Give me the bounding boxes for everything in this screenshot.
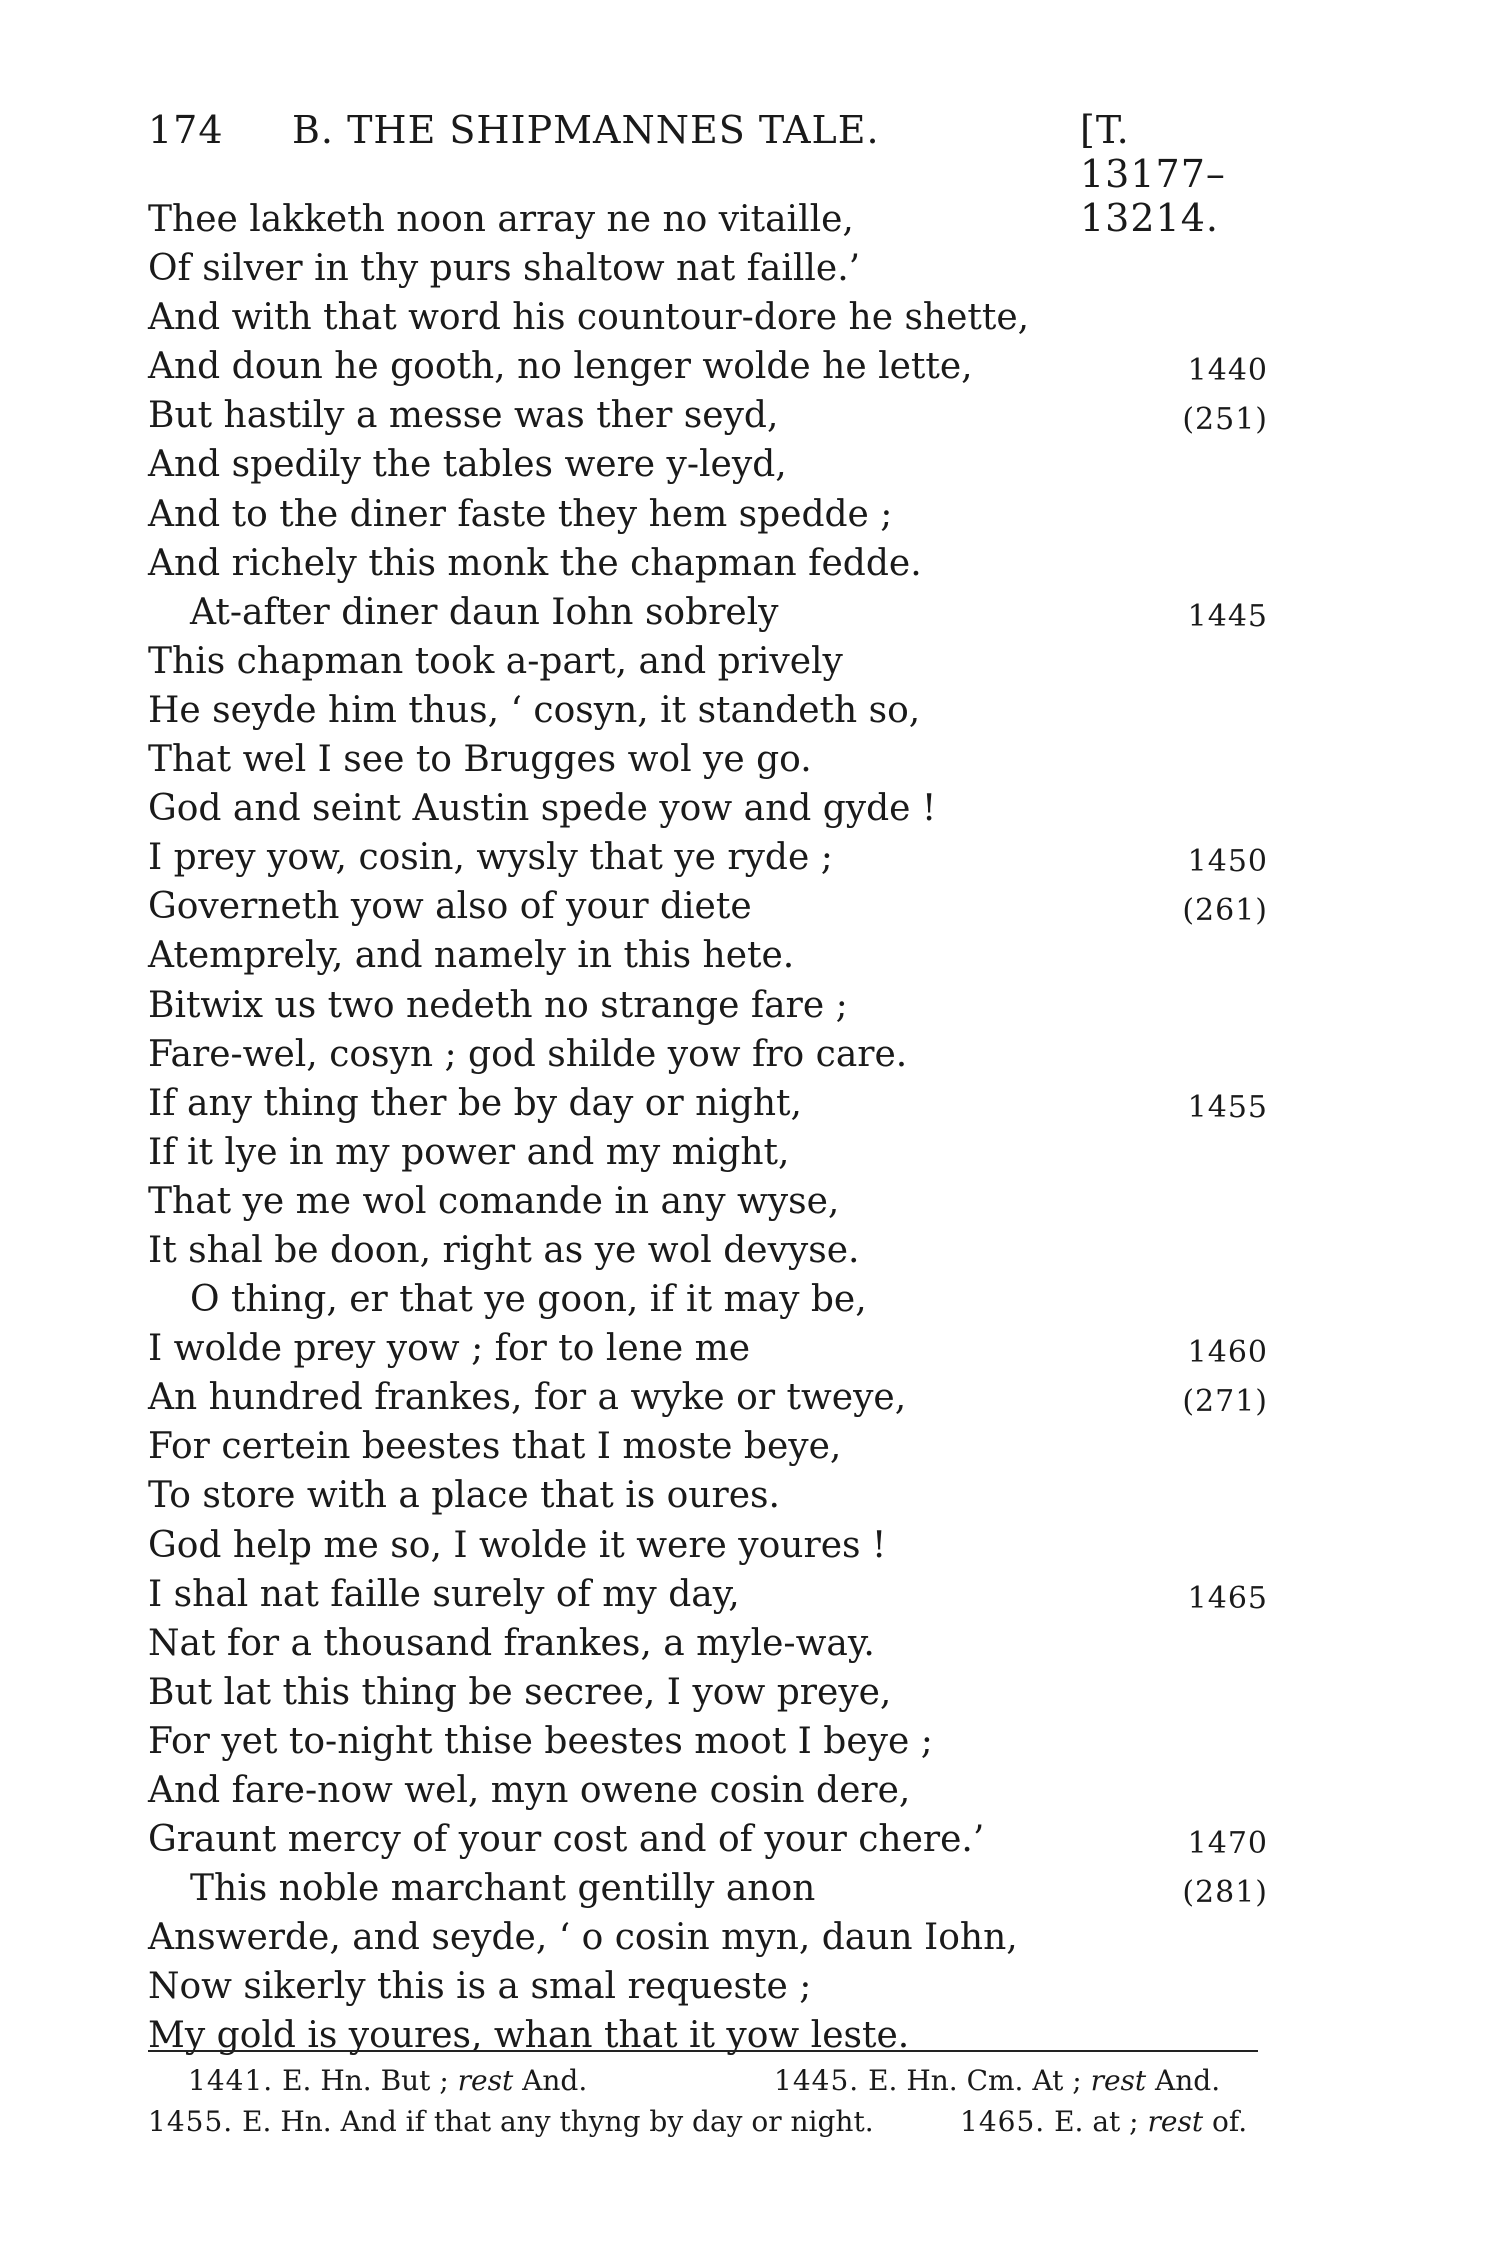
poem-line-text: If any thing ther be by day or night, <box>148 1082 802 1124</box>
line-number: 1445 <box>1187 598 1268 634</box>
poem-line <box>148 244 1268 293</box>
page-number: 174 <box>148 108 224 152</box>
poem-line-text: For yet to-night thise beestes moot I beye ; <box>148 1720 933 1762</box>
poem-line <box>148 1324 1268 1373</box>
poem-line-text: And doun he gooth, no lenger wolde he lette, <box>148 346 973 388</box>
poem-line <box>148 735 1268 784</box>
poem-line-text: I prey yow, cosin, wysly that ye ryde ; <box>148 837 833 879</box>
line-number: 1470 <box>1187 1826 1268 1862</box>
poem-line <box>148 391 1268 440</box>
poem-line <box>148 1275 1268 1324</box>
poem-line-text: And fare-now wel, myn owene cosin dere, <box>148 1770 911 1811</box>
poem-line <box>148 931 1268 980</box>
footnote: 1445. E. Hn. Cm. At ; rest And. <box>774 2064 1221 2097</box>
poem-line <box>148 1570 1268 1619</box>
poem-line <box>148 1815 1268 1864</box>
poem-text <box>148 195 1268 2061</box>
poem-line <box>148 1717 1268 1766</box>
poem-line-text: It shal be doon, right as ye wol devyse. <box>148 1229 860 1271</box>
poem-line <box>148 882 1268 931</box>
poem-line <box>148 342 1268 391</box>
poem-line <box>148 1226 1268 1275</box>
poem-line-text: But hastily a messe was ther seyd, <box>148 395 779 437</box>
footnote: 1455. E. Hn. And if that any thyng by day or night. <box>148 2105 874 2138</box>
poem-line-text: I wolde prey yow ; for to lene me <box>148 1328 751 1370</box>
poem-line-text: Atemprely, and namely in this hete. <box>148 935 795 977</box>
poem-line-text: And with that word his countour-dore he shette, <box>148 297 1030 339</box>
poem-line-text: Thee lakketh noon array ne no vitaille, <box>148 199 854 240</box>
line-number: 1440 <box>1187 353 1268 389</box>
poem-line-text: Of silver in thy purs shaltow nat faille.’ <box>148 248 861 290</box>
poem-line <box>148 784 1268 833</box>
poem-line <box>148 1913 1268 1962</box>
poem-line-text: At-after diner daun Iohn sobrely <box>190 591 779 633</box>
line-number: 1465 <box>1187 1580 1268 1616</box>
poem-line <box>148 588 1268 637</box>
poem-line <box>148 981 1268 1030</box>
poem-line <box>148 1177 1268 1226</box>
line-number: (251) <box>1182 402 1268 438</box>
poem-line <box>148 1079 1268 1128</box>
line-number: 1455 <box>1187 1089 1268 1125</box>
footnote: 1441. E. Hn. But ; rest And. <box>188 2064 588 2097</box>
poem-line-text: And richely this monk the chapman fedde. <box>148 542 922 584</box>
poem-line <box>148 1864 1268 1913</box>
poem-line <box>148 637 1268 686</box>
poem-line <box>148 539 1268 588</box>
poem-line-text: And spedily the tables were y-leyd, <box>148 444 787 486</box>
poem-line-text: If it lye in my power and my might, <box>148 1131 790 1173</box>
line-number: (261) <box>1182 893 1268 929</box>
footnote: 1465. E. at ; rest of. <box>960 2105 1248 2138</box>
poem-line <box>148 1521 1268 1570</box>
poem-line-text: But lat this thing be secree, I yow preye, <box>148 1671 892 1713</box>
poem-line-text: God and seint Austin spede yow and gyde ! <box>148 788 937 830</box>
poem-line <box>148 1128 1268 1177</box>
poem-line <box>148 293 1268 342</box>
poem-line <box>148 833 1268 882</box>
poem-line-text: O thing, er that ye goon, if it may be, <box>190 1279 867 1321</box>
poem-line-text: Fare-wel, cosyn ; god shilde yow fro care. <box>148 1033 908 1075</box>
poem-line-text: An hundred frankes, for a wyke or tweye, <box>148 1377 907 1419</box>
poem-line-text: This noble marchant gentilly anon <box>190 1868 816 1910</box>
poem-line <box>148 1422 1268 1471</box>
section-title: B. THE SHIPMANNES TALE. <box>292 108 880 152</box>
poem-line-text: That ye me wol comande in any wyse, <box>148 1180 840 1222</box>
poem-line <box>148 1962 1268 2011</box>
line-number: (271) <box>1182 1384 1268 1420</box>
poem-line-text: Governeth yow also of your diete <box>148 886 752 928</box>
poem-line-text: Bitwix us two nedeth no strange fare ; <box>148 984 848 1026</box>
poem-line-text: Nat for a thousand frankes, a myle-way. <box>148 1622 875 1664</box>
poem-line-text: That wel I see to Brugges wol ye go. <box>148 739 812 781</box>
poem-line-text: My gold is youres, whan that it yow leste. <box>148 2015 910 2057</box>
poem-line <box>148 2011 1268 2060</box>
poem-line <box>148 686 1268 735</box>
poem-line-text: I shal nat faille surely of my day, <box>148 1573 740 1615</box>
poem-line-text: Graunt mercy of your cost and of your chere.’ <box>148 1819 985 1861</box>
poem-line <box>148 1030 1268 1079</box>
poem-line <box>148 1619 1268 1668</box>
poem-line <box>148 1668 1268 1717</box>
poem-line-text: Answerde, and seyde, ‘ o cosin myn, daun Iohn, <box>148 1917 1018 1959</box>
poem-line <box>148 440 1268 489</box>
line-number: (281) <box>1182 1875 1268 1911</box>
poem-line <box>148 1766 1268 1815</box>
poem-line-text: For certein beestes that I moste beye, <box>148 1426 842 1468</box>
line-reference: [T. 13177–13214. <box>1080 108 1226 240</box>
poem-line <box>148 1373 1268 1422</box>
poem-line-text: He seyde him thus, ‘ cosyn, it standeth so, <box>148 689 921 731</box>
poem-line-text: And to the diner faste they hem spedde ; <box>148 493 893 535</box>
poem-line <box>148 1471 1268 1520</box>
footnote-rule <box>148 2050 1258 2052</box>
poem-line <box>148 195 1268 244</box>
poem-line-text: This chapman took a-part, and prively <box>148 640 843 682</box>
poem-line-text: Now sikerly this is a smal requeste ; <box>148 1966 812 2008</box>
line-number: 1450 <box>1187 844 1268 880</box>
poem-line-text: God help me so, I wolde it were youres ! <box>148 1524 887 1566</box>
line-number: 1460 <box>1187 1335 1268 1371</box>
poem-line-text: To store with a place that is oures. <box>148 1475 780 1517</box>
poem-line <box>148 490 1268 539</box>
